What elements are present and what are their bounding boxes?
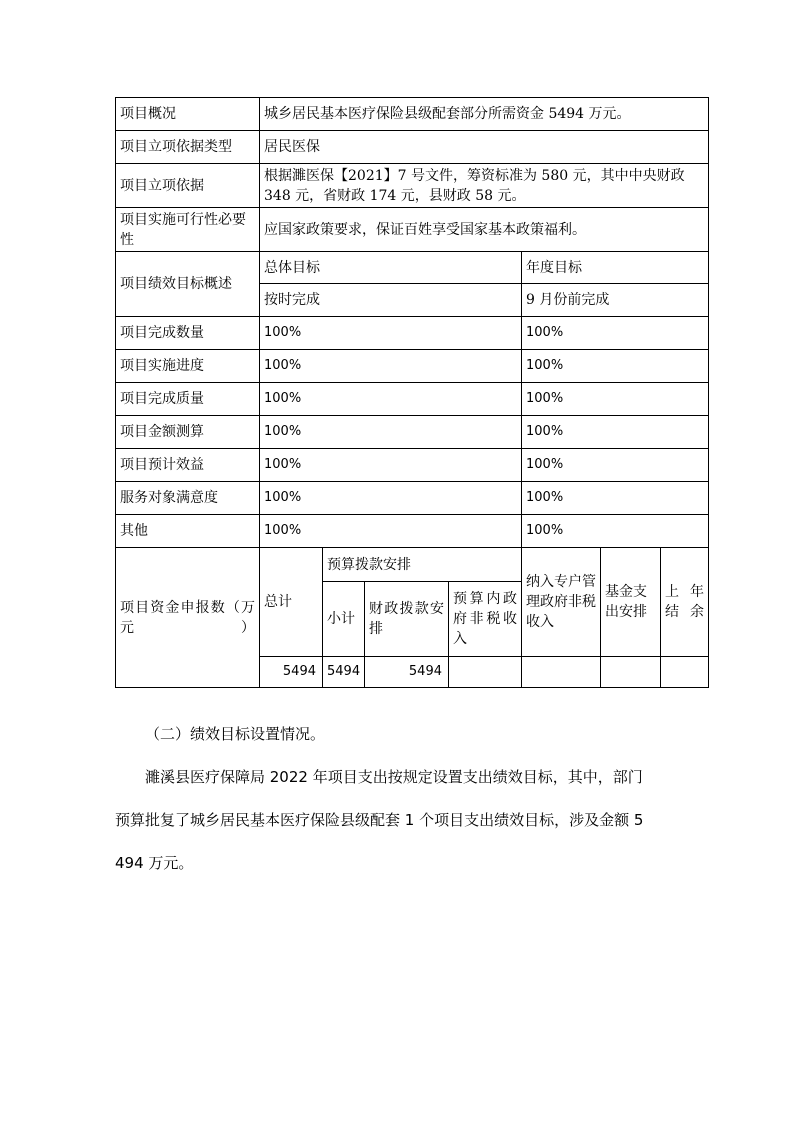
project-performance-table bbox=[115, 97, 709, 688]
funds-nontax-value bbox=[449, 657, 522, 688]
metric-annual: 100% bbox=[522, 449, 709, 482]
metric-annual: 100% bbox=[522, 350, 709, 383]
metric-label: 项目完成数量 bbox=[116, 317, 260, 350]
metric-overall: 100% bbox=[260, 449, 522, 482]
metric-overall: 100% bbox=[260, 317, 522, 350]
paragraph-line: 494 万元。 bbox=[115, 854, 194, 872]
section-heading: （二）绩效目标设置情况。 bbox=[145, 725, 326, 743]
funds-budget-header: 预算拨款安排 bbox=[323, 548, 522, 582]
overall-goal-header: 总体目标 bbox=[260, 252, 522, 284]
annual-goal-value: 9 月份前完成 bbox=[522, 284, 709, 317]
table-row bbox=[116, 164, 709, 208]
paragraph-line: 濉溪县医疗保障局 2022 年项目支出按规定设置支出绩效目标，其中，部门 bbox=[145, 768, 643, 786]
funds-fiscal-header: 财政拨款安排 bbox=[365, 582, 449, 657]
metric-label: 项目预计效益 bbox=[116, 449, 260, 482]
row-label-basis: 项目立项依据 bbox=[116, 164, 260, 208]
funds-subtotal-header: 小计 bbox=[323, 582, 365, 657]
table-row bbox=[116, 131, 709, 164]
funds-fund-header: 基金支出安排 bbox=[601, 548, 661, 657]
row-label-feasibility: 项目实施可行性必要性 bbox=[116, 208, 260, 252]
metric-overall: 100% bbox=[260, 515, 522, 548]
paragraph-line: 预算批复了城乡居民基本医疗保险县级配套 1 个项目支出绩效目标，涉及金额 5 bbox=[115, 811, 644, 829]
basis-type-value: 居民医保 bbox=[260, 131, 709, 164]
metric-label: 服务对象满意度 bbox=[116, 482, 260, 515]
funds-fund-value bbox=[601, 657, 661, 688]
metric-overall: 100% bbox=[260, 416, 522, 449]
metric-overall: 100% bbox=[260, 482, 522, 515]
metric-overall: 100% bbox=[260, 350, 522, 383]
row-label-goal: 项目绩效目标概述 bbox=[116, 252, 260, 317]
funds-carryover-header: 上年结余 bbox=[661, 548, 709, 657]
table-row bbox=[116, 548, 709, 582]
funds-fiscal-value: 5494 bbox=[365, 657, 449, 688]
table-row bbox=[116, 515, 709, 548]
funds-special-header: 纳入专户管理政府非税收入 bbox=[522, 548, 601, 657]
table-row bbox=[116, 317, 709, 350]
metric-annual: 100% bbox=[522, 416, 709, 449]
table-row bbox=[116, 383, 709, 416]
funds-nontax-header: 预算内政府非税收入 bbox=[449, 582, 522, 657]
metric-annual: 100% bbox=[522, 515, 709, 548]
metric-annual: 100% bbox=[522, 317, 709, 350]
row-label-basis-type: 项目立项依据类型 bbox=[116, 131, 260, 164]
row-label-overview: 项目概况 bbox=[116, 98, 260, 131]
metric-label: 项目实施进度 bbox=[116, 350, 260, 383]
basis-value: 根据濉医保【2021】7 号文件，筹资标准为 580 元，其中中央财政 348 元，省财政 174 元，县财政 58 元。 bbox=[260, 164, 709, 208]
feasibility-value: 应国家政策要求，保证百姓享受国家基本政策福利。 bbox=[260, 208, 709, 252]
metric-annual: 100% bbox=[522, 482, 709, 515]
funds-subtotal-value: 5494 bbox=[323, 657, 365, 688]
row-label-funds: 项目资金申报数（万元） bbox=[116, 548, 260, 688]
funds-total-header: 总计 bbox=[260, 548, 323, 657]
funds-special-value bbox=[522, 657, 601, 688]
metric-annual: 100% bbox=[522, 383, 709, 416]
table-row bbox=[116, 449, 709, 482]
annual-goal-header: 年度目标 bbox=[522, 252, 709, 284]
table-row bbox=[116, 416, 709, 449]
metric-label: 项目金额测算 bbox=[116, 416, 260, 449]
metric-label: 项目完成质量 bbox=[116, 383, 260, 416]
table-row bbox=[116, 252, 709, 284]
metric-overall: 100% bbox=[260, 383, 522, 416]
table-row bbox=[116, 208, 709, 252]
table-row bbox=[116, 350, 709, 383]
overall-goal-value: 按时完成 bbox=[260, 284, 522, 317]
metric-label: 其他 bbox=[116, 515, 260, 548]
overview-value: 城乡居民基本医疗保险县级配套部分所需资金 5494 万元。 bbox=[260, 98, 709, 131]
funds-carryover-value bbox=[661, 657, 709, 688]
table-row bbox=[116, 482, 709, 515]
table-row bbox=[116, 98, 709, 131]
funds-total-value: 5494 bbox=[260, 657, 323, 688]
